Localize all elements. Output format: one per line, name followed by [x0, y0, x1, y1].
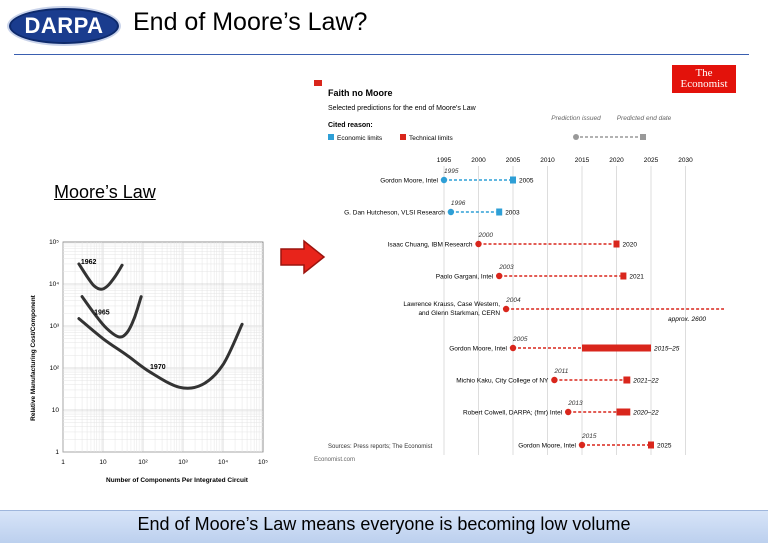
prediction-label: Isaac Chuang, IBM Research: [387, 241, 473, 249]
y-tick-label: 10: [51, 407, 59, 414]
prediction-row: [344, 200, 520, 217]
end-date-label: 2021–22: [633, 377, 659, 385]
end-date-marker: [496, 209, 502, 216]
slide-title: End of Moore’s Law?: [133, 8, 368, 36]
y-tick-label: 10⁵: [49, 239, 59, 246]
prediction-row: [380, 168, 534, 185]
legend-end-label: Predicted end date: [616, 115, 672, 122]
curve-label-1965: 1965: [94, 309, 110, 317]
footer-caption: End of Moore’s Law means everyone is becoming low volume: [137, 514, 631, 534]
end-date-label: 2020: [622, 241, 637, 249]
y-tick-label: 1: [55, 449, 59, 456]
end-date-marker: [582, 345, 651, 352]
issued-marker: [441, 177, 447, 183]
end-date-label: approx. 2600: [668, 316, 706, 323]
issued-marker: [503, 306, 509, 312]
curve-label-1970: 1970: [150, 363, 166, 371]
logo-text: DARPA: [24, 13, 104, 38]
darpa-logo: [7, 6, 121, 46]
prediction-label: and Glenn Starkman, CERN: [418, 310, 501, 317]
end-date-marker: [617, 409, 631, 416]
issued-year-label: 2011: [554, 368, 569, 375]
economist-logo-line1: The: [695, 67, 713, 79]
economist-chart-title: Faith no Moore: [328, 88, 393, 98]
prediction-label: G. Dan Hutcheson, VLSI Research: [344, 209, 445, 217]
prediction-row: [449, 336, 680, 353]
y-tick-label: 10²: [49, 365, 59, 372]
prediction-label: Gordon Moore, Intel: [449, 345, 507, 353]
prediction-row: [388, 232, 638, 249]
end-date-label: 2020–22: [633, 409, 659, 417]
chart-ylabel: Relative Manufacturing Cost/Component: [30, 295, 37, 421]
year-tick-label: 2030: [678, 157, 693, 164]
x-tick-label: 10: [99, 459, 107, 466]
prediction-row: [436, 264, 644, 281]
legend-issued-marker: [573, 134, 579, 140]
chart-xlabel: Number of Components Per Integrated Circuit: [106, 477, 248, 484]
x-tick-label: 10³: [178, 459, 188, 466]
curve-label-1962: 1962: [80, 258, 97, 266]
faith-no-moore-chart: [314, 67, 734, 465]
legend-technical-label: Technical limits: [409, 135, 453, 142]
legend-technical-swatch: [400, 134, 406, 140]
prediction-row: [403, 297, 724, 323]
y-tick-label: 10⁴: [48, 281, 59, 288]
end-date-label: 2021: [629, 273, 644, 281]
year-tick-label: 2010: [540, 157, 555, 164]
issued-marker: [565, 409, 571, 415]
legend-economic-swatch: [328, 134, 334, 140]
prediction-row: [518, 433, 672, 450]
year-tick-label: 1995: [436, 157, 452, 164]
title-divider: [14, 54, 749, 55]
prediction-label: Lawrence Krauss, Case Western,: [403, 301, 501, 308]
end-date-marker: [614, 241, 620, 248]
cited-reason-label: Cited reason:: [328, 122, 373, 129]
prediction-row: [456, 368, 659, 385]
end-date-label: 2003: [505, 209, 520, 217]
issued-marker: [475, 241, 481, 247]
end-date-marker: [510, 177, 516, 184]
issued-marker: [510, 345, 516, 351]
site-note: Economist.com: [314, 457, 356, 463]
y-tick-label: 10³: [49, 323, 59, 330]
end-date-label: 2025: [657, 442, 672, 450]
timeline-rows: [344, 168, 724, 450]
issued-marker: [579, 442, 585, 448]
prediction-label: Robert Colwell, DARPA; (fmr) Intel: [462, 409, 563, 417]
issued-year-label: 2004: [506, 297, 521, 304]
source-note: Sources: Press reports; The Economist: [328, 444, 433, 450]
x-tick-label: 10⁴: [217, 459, 229, 466]
issued-year-label: 1996: [450, 200, 466, 207]
prediction-label: Michio Kaku, City College of NY: [456, 377, 549, 385]
x-tick-label: 1: [61, 459, 65, 466]
moores-law-chart: [25, 230, 275, 490]
year-tick-label: 2020: [609, 157, 624, 164]
x-tick-label: 10²: [138, 459, 148, 466]
end-date-marker: [623, 377, 630, 384]
legend-economic-label: Economic limits: [337, 135, 383, 142]
issued-year-label: 2015: [582, 433, 597, 440]
x-tick-label: 10⁵: [258, 459, 268, 466]
issued-year-label: 2005: [513, 336, 528, 343]
end-date-marker: [648, 442, 654, 449]
legend-end-marker: [640, 134, 646, 140]
end-date-label: 2005: [519, 177, 534, 185]
issued-year-label: 2003: [499, 264, 514, 271]
issued-year-label: 2000: [478, 232, 493, 239]
issued-marker: [551, 377, 557, 383]
legend-issued-label: Prediction issued: [551, 115, 601, 122]
end-date-label: 2015–25: [654, 345, 680, 353]
prediction-label: Gordon Moore, Intel: [518, 442, 576, 450]
end-date-marker: [620, 273, 626, 280]
prediction-label: Paolo Gargani, Intel: [435, 273, 494, 281]
issued-year-label: 2013: [568, 400, 583, 407]
economist-chart-subtitle: Selected predictions for the end of Moore's Law: [328, 105, 476, 112]
year-tick-label: 2025: [643, 157, 659, 164]
year-tick-label: 2000: [471, 157, 486, 164]
economist-logo-line2: Economist: [680, 78, 728, 90]
year-tick-label: 2005: [505, 157, 521, 164]
issued-marker: [448, 209, 454, 215]
moores-law-heading: Moore’s Law: [54, 182, 156, 202]
prediction-row: [463, 400, 659, 417]
issued-marker: [496, 273, 502, 279]
prediction-label: Gordon Moore, Intel: [380, 177, 438, 185]
issued-year-label: 1995: [444, 168, 459, 175]
year-tick-label: 2015: [574, 157, 590, 164]
